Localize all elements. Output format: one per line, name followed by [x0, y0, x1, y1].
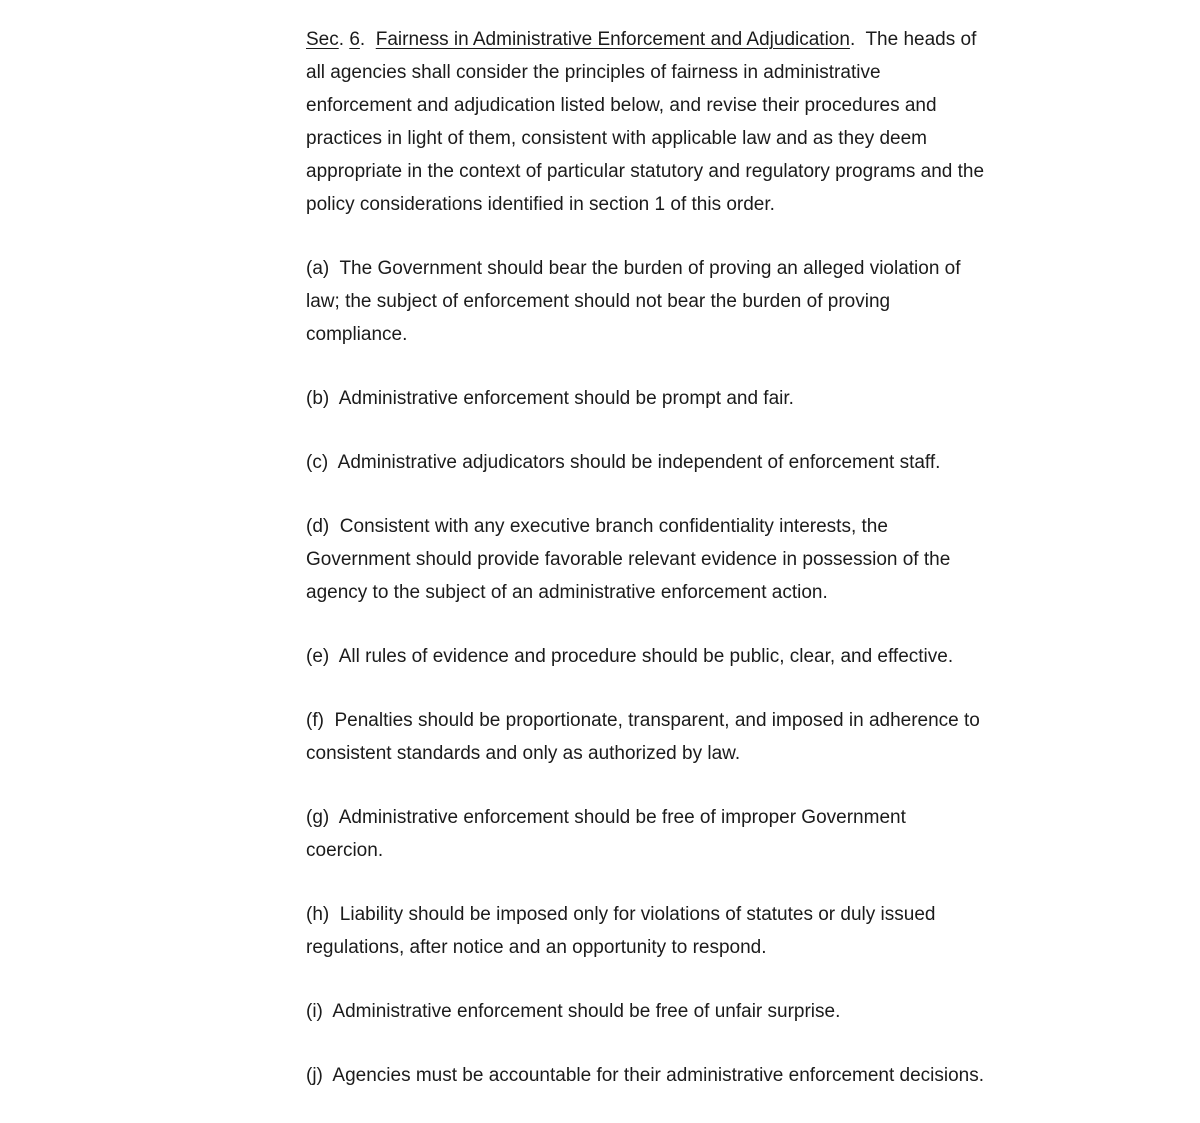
- item-label: (d): [306, 516, 330, 537]
- section-label: Sec: [306, 29, 339, 50]
- item-label: (c): [306, 452, 329, 473]
- section-number: 6: [349, 29, 360, 50]
- item-text: Administrative adjudicators should be independent of enforcement staff.: [337, 452, 941, 473]
- item-label: (b): [306, 388, 330, 409]
- item-text: Agencies must be accountable for their administrative enforcement decisions.: [332, 1065, 985, 1086]
- list-item: [306, 510, 986, 609]
- item-label: (e): [306, 646, 330, 667]
- section-paragraph: Sec. 6. Fairness in Administrative Enforcement and Adjudication. The heads of all agencies shall consider the principles of fairness in administrative enforcement and adjudication listed below, and revise their procedures and practices in light of them, consistent with applicable law and as they deem appropriate in the context of particular statutory and regulatory programs and the policy considerations identified in section 1 of this order.: [306, 29, 985, 215]
- item-text: The Government should bear the burden of proving an alleged violation of law; the subject of enforcement should not bear the burden of proving compliance.: [306, 258, 961, 345]
- item-label: (j): [306, 1065, 323, 1086]
- item-label: (h): [306, 904, 330, 925]
- list-item: [306, 446, 986, 479]
- item-label: (a): [306, 258, 330, 279]
- item-label: (f): [306, 710, 324, 731]
- list-item: [306, 1059, 986, 1092]
- item-text: Administrative enforcement should be free of unfair surprise.: [332, 1001, 841, 1022]
- document-body: [306, 23, 986, 1123]
- item-text: Penalties should be proportionate, transparent, and imposed in adherence to consistent standards and only as authorized by law.: [306, 710, 980, 764]
- list-item: [306, 898, 986, 964]
- list-item: [306, 704, 986, 770]
- section-intro: The heads of all agencies shall consider the principles of fairness in administrative enforcement and adjudication listed below, and revise their procedures and practices in light of them, consistent with applicable law and as they deem appropriate in the context of particular statutory and regulatory programs and the policy considerations identified in section 1 of this order.: [306, 29, 985, 215]
- item-text: Administrative enforcement should be prompt and fair.: [338, 388, 794, 409]
- list-item: [306, 995, 986, 1028]
- item-text: Consistent with any executive branch confidentiality interests, the Government should provide favorable relevant evidence in possession of the agency to the subject of an administrative enforcement action.: [306, 516, 951, 603]
- item-text: Administrative enforcement should be free of improper Government coercion.: [306, 807, 906, 861]
- item-text: All rules of evidence and procedure should be public, clear, and effective.: [338, 646, 954, 667]
- list-item: [306, 801, 986, 867]
- section-heading: Fairness in Administrative Enforcement and Adjudication: [375, 29, 850, 50]
- item-text: Liability should be imposed only for violations of statutes or duly issued regulations, after notice and an opportunity to respond.: [306, 904, 936, 958]
- list-item: [306, 252, 986, 351]
- list-item: [306, 382, 986, 415]
- item-label: (g): [306, 807, 330, 828]
- item-label: (i): [306, 1001, 323, 1022]
- list-item: [306, 640, 986, 673]
